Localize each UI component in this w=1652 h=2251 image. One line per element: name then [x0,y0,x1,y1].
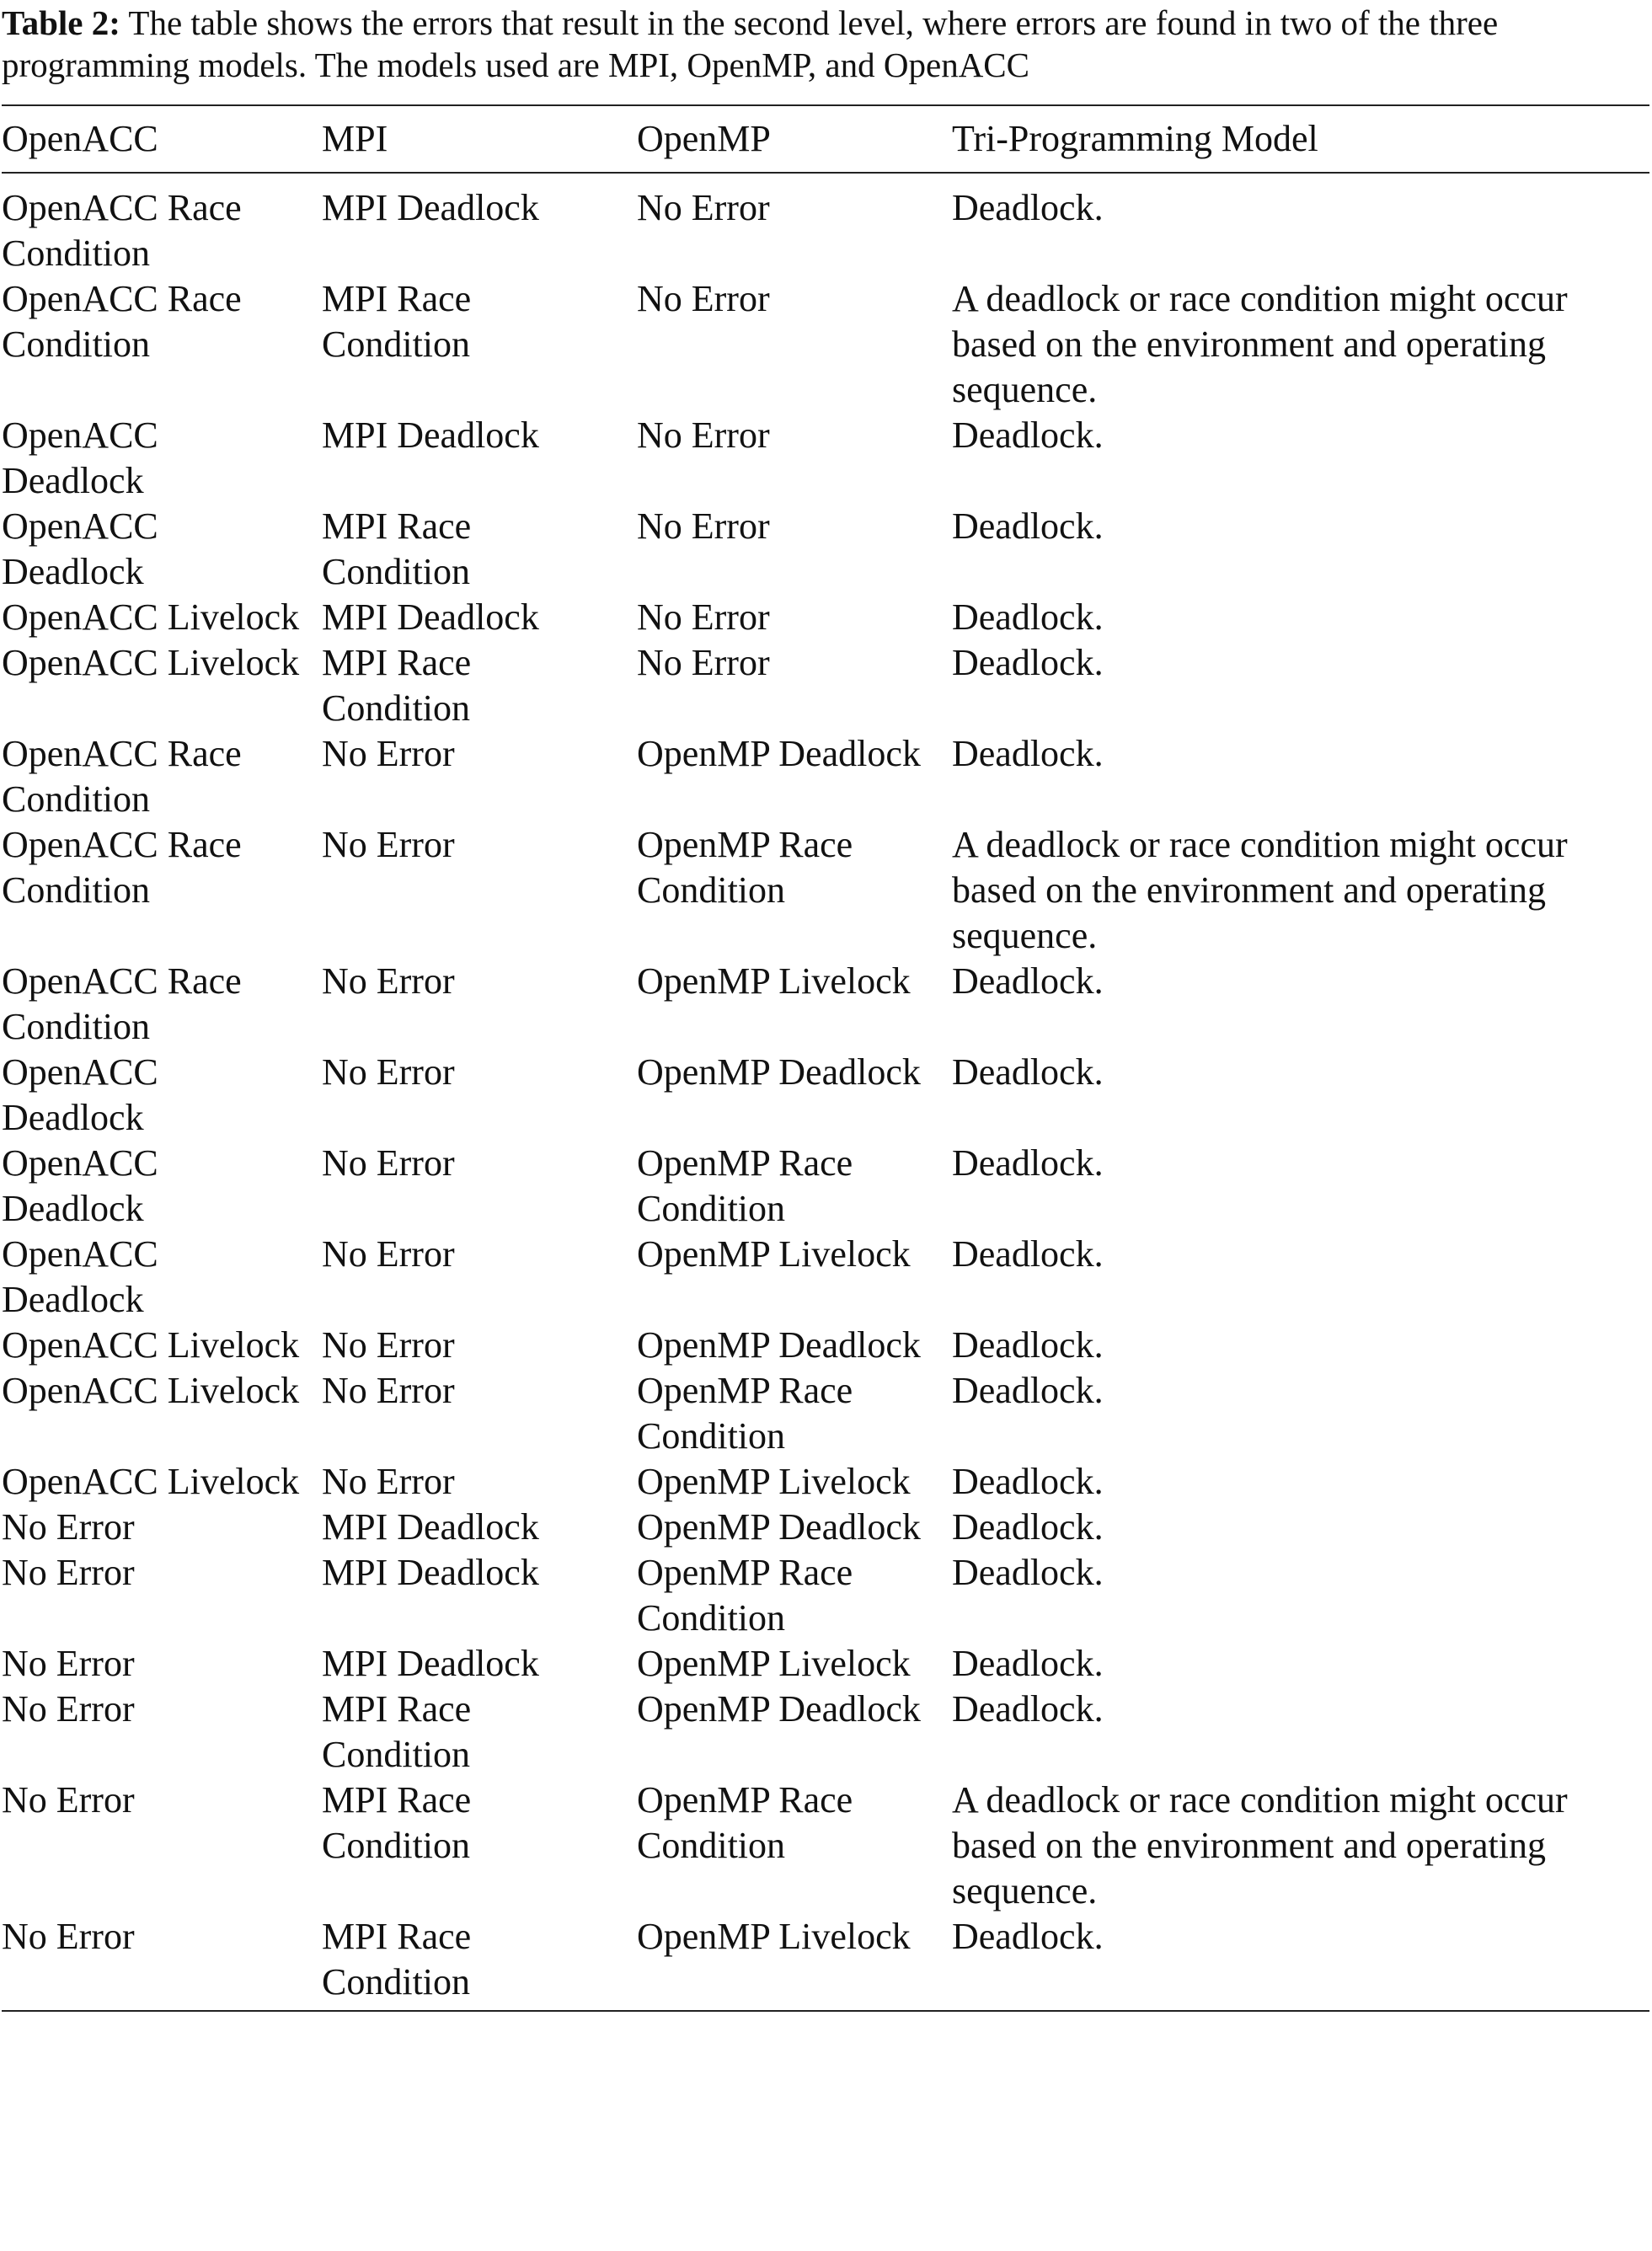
table-row [2,1505,1649,1550]
openacc-cell: No Error [2,1552,135,1593]
mpi-cell: MPI Race Condition [322,278,472,365]
table-row [2,1323,1649,1368]
table-caption-label: Table 2: [2,3,120,42]
openacc-cell: OpenACC Race Condition [2,733,242,820]
openacc-cell: OpenACC Deadlock [2,1051,158,1138]
table-row [2,1459,1649,1505]
tri-programming-model-cell: A deadlock or race condition might occur based on the environment and operating sequence. [952,1779,1568,1911]
openacc-cell: OpenACC Livelock [2,1461,300,1502]
mpi-cell: No Error [322,1324,455,1366]
table-row [2,1641,1649,1687]
table-row [2,185,1649,276]
openacc-cell: No Error [2,1916,135,1957]
tri-programming-model-cell: Deadlock. [952,1370,1104,1411]
mpi-cell: No Error [322,1461,455,1502]
table-row [2,276,1649,413]
table-row [2,413,1649,504]
table-row [2,640,1649,731]
table-row [2,959,1649,1050]
mpi-cell: MPI Deadlock [322,596,539,638]
openmp-cell: OpenMP Race Condition [637,824,853,911]
tri-programming-model-cell: Deadlock. [952,1233,1104,1275]
mpi-cell: MPI Race Condition [322,1688,472,1775]
table-row [2,1141,1649,1232]
openacc-cell: OpenACC Livelock [2,1324,300,1366]
openmp-cell: No Error [637,642,770,683]
mpi-cell: MPI Race Condition [322,505,472,592]
table-row [2,822,1649,959]
openmp-cell: No Error [637,505,770,547]
openacc-cell: OpenACC Race Condition [2,187,242,274]
mpi-cell: No Error [322,1142,455,1184]
openmp-cell: OpenMP Livelock [637,1233,911,1275]
openmp-cell: OpenMP Livelock [637,1643,911,1684]
mpi-cell: No Error [322,1370,455,1411]
tri-programming-model-cell: Deadlock. [952,1916,1104,1957]
table-caption [2,0,1649,86]
tri-programming-model-cell: Deadlock. [952,1324,1104,1366]
openacc-cell: No Error [2,1506,135,1548]
openmp-cell: OpenMP Deadlock [637,1688,921,1730]
openacc-cell: No Error [2,1643,135,1684]
openmp-cell: OpenMP Deadlock [637,1051,921,1093]
table-row [2,1050,1649,1141]
openmp-cell: No Error [637,596,770,638]
openmp-cell: OpenMP Livelock [637,1461,911,1502]
openacc-cell: OpenACC Race Condition [2,278,242,365]
openacc-cell: OpenACC Deadlock [2,414,158,501]
openacc-cell: No Error [2,1688,135,1730]
table-row [2,1914,1649,2005]
mpi-cell: MPI Race Condition [322,1916,472,2002]
openacc-cell: OpenACC Deadlock [2,1142,158,1229]
openmp-cell: No Error [637,414,770,456]
tri-programming-model-cell: Deadlock. [952,505,1104,547]
openacc-cell: OpenACC Deadlock [2,505,158,592]
tri-programming-model-cell: Deadlock. [952,1506,1104,1548]
mpi-cell: No Error [322,1051,455,1093]
openacc-cell: OpenACC Deadlock [2,1233,158,1320]
column-header-openacc: OpenACC [2,118,158,159]
mpi-cell: No Error [322,824,455,865]
table-row [2,1687,1649,1778]
openmp-cell: No Error [637,278,770,319]
tri-programming-model-cell: Deadlock. [952,733,1104,774]
openmp-cell: OpenMP Race Condition [637,1142,853,1229]
table-header-row [2,106,1649,172]
column-header-openmp: OpenMP [637,118,771,159]
tri-programming-model-cell: Deadlock. [952,1142,1104,1184]
table-row [2,1778,1649,1914]
mpi-cell: No Error [322,733,455,774]
tri-programming-model-cell: Deadlock. [952,1643,1104,1684]
tri-programming-model-cell: Deadlock. [952,1461,1104,1502]
openacc-cell: OpenACC Livelock [2,1370,300,1411]
openacc-cell: OpenACC Livelock [2,642,300,683]
openmp-cell: No Error [637,187,770,228]
mpi-cell: MPI Race Condition [322,1779,472,1866]
openmp-cell: OpenMP Race Condition [637,1779,853,1866]
table-caption-text: The table shows the errors that result in the second level, where errors are found in two of the three programming models. The models used are MPI, OpenMP, and OpenACC [2,3,1499,84]
openmp-cell: OpenMP Livelock [637,1916,911,1957]
openacc-cell: OpenACC Race Condition [2,960,242,1047]
openmp-cell: OpenMP Race Condition [637,1552,853,1639]
mpi-cell: No Error [322,960,455,1002]
mpi-cell: MPI Deadlock [322,187,539,228]
table-body [2,174,1649,2005]
tri-programming-model-cell: Deadlock. [952,414,1104,456]
table-row [2,504,1649,595]
tri-programming-model-cell: Deadlock. [952,960,1104,1002]
openmp-cell: OpenMP Livelock [637,960,911,1002]
openmp-cell: OpenMP Deadlock [637,1506,921,1548]
tri-programming-model-cell: Deadlock. [952,187,1104,228]
tri-programming-model-cell: Deadlock. [952,1688,1104,1730]
openacc-cell: OpenACC Livelock [2,596,300,638]
mpi-cell: MPI Deadlock [322,414,539,456]
table-row [2,595,1649,640]
table-row [2,1368,1649,1459]
column-header-tri-programming-model: Tri-Programming Model [952,118,1318,159]
column-header-mpi: MPI [322,118,388,159]
openacc-cell: OpenACC Race Condition [2,824,242,911]
mpi-cell: No Error [322,1233,455,1275]
openacc-cell: No Error [2,1779,135,1821]
document-page [2,0,1649,2012]
table-row [2,1550,1649,1641]
table-bottom-rule [2,2010,1649,2012]
tri-programming-model-cell: Deadlock. [952,642,1104,683]
mpi-cell: MPI Deadlock [322,1643,539,1684]
tri-programming-model-cell: Deadlock. [952,1051,1104,1093]
table-row [2,731,1649,822]
openmp-cell: OpenMP Deadlock [637,733,921,774]
tri-programming-model-cell: A deadlock or race condition might occur based on the environment and operating sequence. [952,824,1568,956]
mpi-cell: MPI Deadlock [322,1506,539,1548]
table-row [2,1232,1649,1323]
mpi-cell: MPI Deadlock [322,1552,539,1593]
tri-programming-model-cell: Deadlock. [952,596,1104,638]
tri-programming-model-cell: A deadlock or race condition might occur based on the environment and operating sequence. [952,278,1568,410]
mpi-cell: MPI Race Condition [322,642,472,729]
openmp-cell: OpenMP Race Condition [637,1370,853,1457]
tri-programming-model-cell: Deadlock. [952,1552,1104,1593]
openmp-cell: OpenMP Deadlock [637,1324,921,1366]
